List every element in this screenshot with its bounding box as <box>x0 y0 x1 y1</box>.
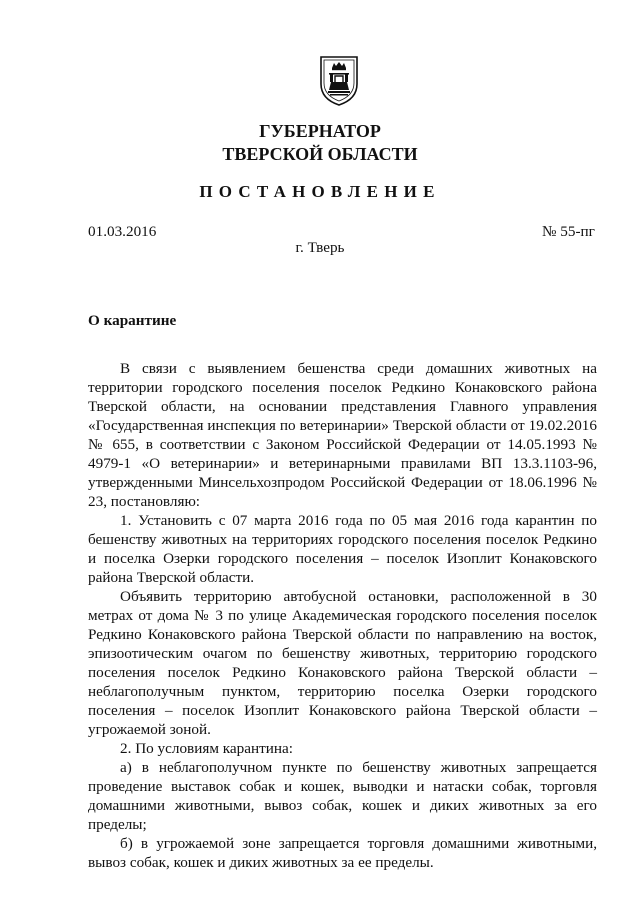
body-paragraph-item-1: 1. Установить с 07 марта 2016 года по 05 мая 2016 года карантин по бешенству животных на территориях городского поселения поселок Редкино и поселка Озерки городского поселения – поселок Изоплит Конаковского района Тверской области. <box>88 512 597 586</box>
document-subject: О карантине <box>88 312 177 329</box>
document-city: г. Тверь <box>295 239 345 256</box>
body-paragraph-outbreak-declaration: Объявить территорию автобусной остановки, расположенной в 30 метрах от дома № 3 по улице Академическая городского поселения поселок Редкино Конаковского района Тверской области по направлению на восток, эпизоотическим очагом по бешенству животных, территорию городского поселения поселок Редкино Конаковского района Тверской области – неблагополучным пунктом, территорию поселка Озерки городского поселения – поселок Изоплит Конаковского района Тверской области – угрожаемой зоной. <box>88 588 597 738</box>
document-number: № 55-пг <box>542 223 595 240</box>
issuer-title-line-1: ГУБЕРНАТОР <box>259 121 381 141</box>
document-body <box>88 359 597 872</box>
issuer-title-line-2: ТВЕРСКОЙ ОБЛАСТИ <box>222 144 418 164</box>
body-paragraph-item-2: 2. По условиям карантина: <box>120 740 293 757</box>
document-type-title: ПОСТАНОВЛЕНИЕ <box>199 182 441 201</box>
body-paragraph-preamble: В связи с выявлением бешенства среди домашних животных на территории городского поселения поселок Редкино Конаковского района Тверской области, на основании представления Главного управления «Государственная инспекция по ветеринарии» Тверской области от 19.02.2016 № 655, в соответствии с Законом Российской Федерации от 14.05.1993 № 4979-1 «О ветеринарии» и ветеринарными правилами ВП 13.3.1103-96, утвержденными Минсельхозпродом Российской Федерации от 18.06.1996 № 23, постановляю: <box>88 360 597 510</box>
document-date: 01.03.2016 <box>88 223 157 240</box>
tver-coat-of-arms-emblem <box>318 54 360 106</box>
body-paragraph-item-2a: а) в неблагополучном пункте по бешенству животных запрещается проведение выставок собак и кошек, выводки и натаски собак, торговля домашними животными, вывоз собак, кошек и диких животных за его пределы; <box>88 759 597 833</box>
body-paragraph-item-2b: б) в угрожаемой зоне запрещается торговля домашними животными, вывоз собак, кошек и диких животных за ее пределы. <box>88 835 597 871</box>
